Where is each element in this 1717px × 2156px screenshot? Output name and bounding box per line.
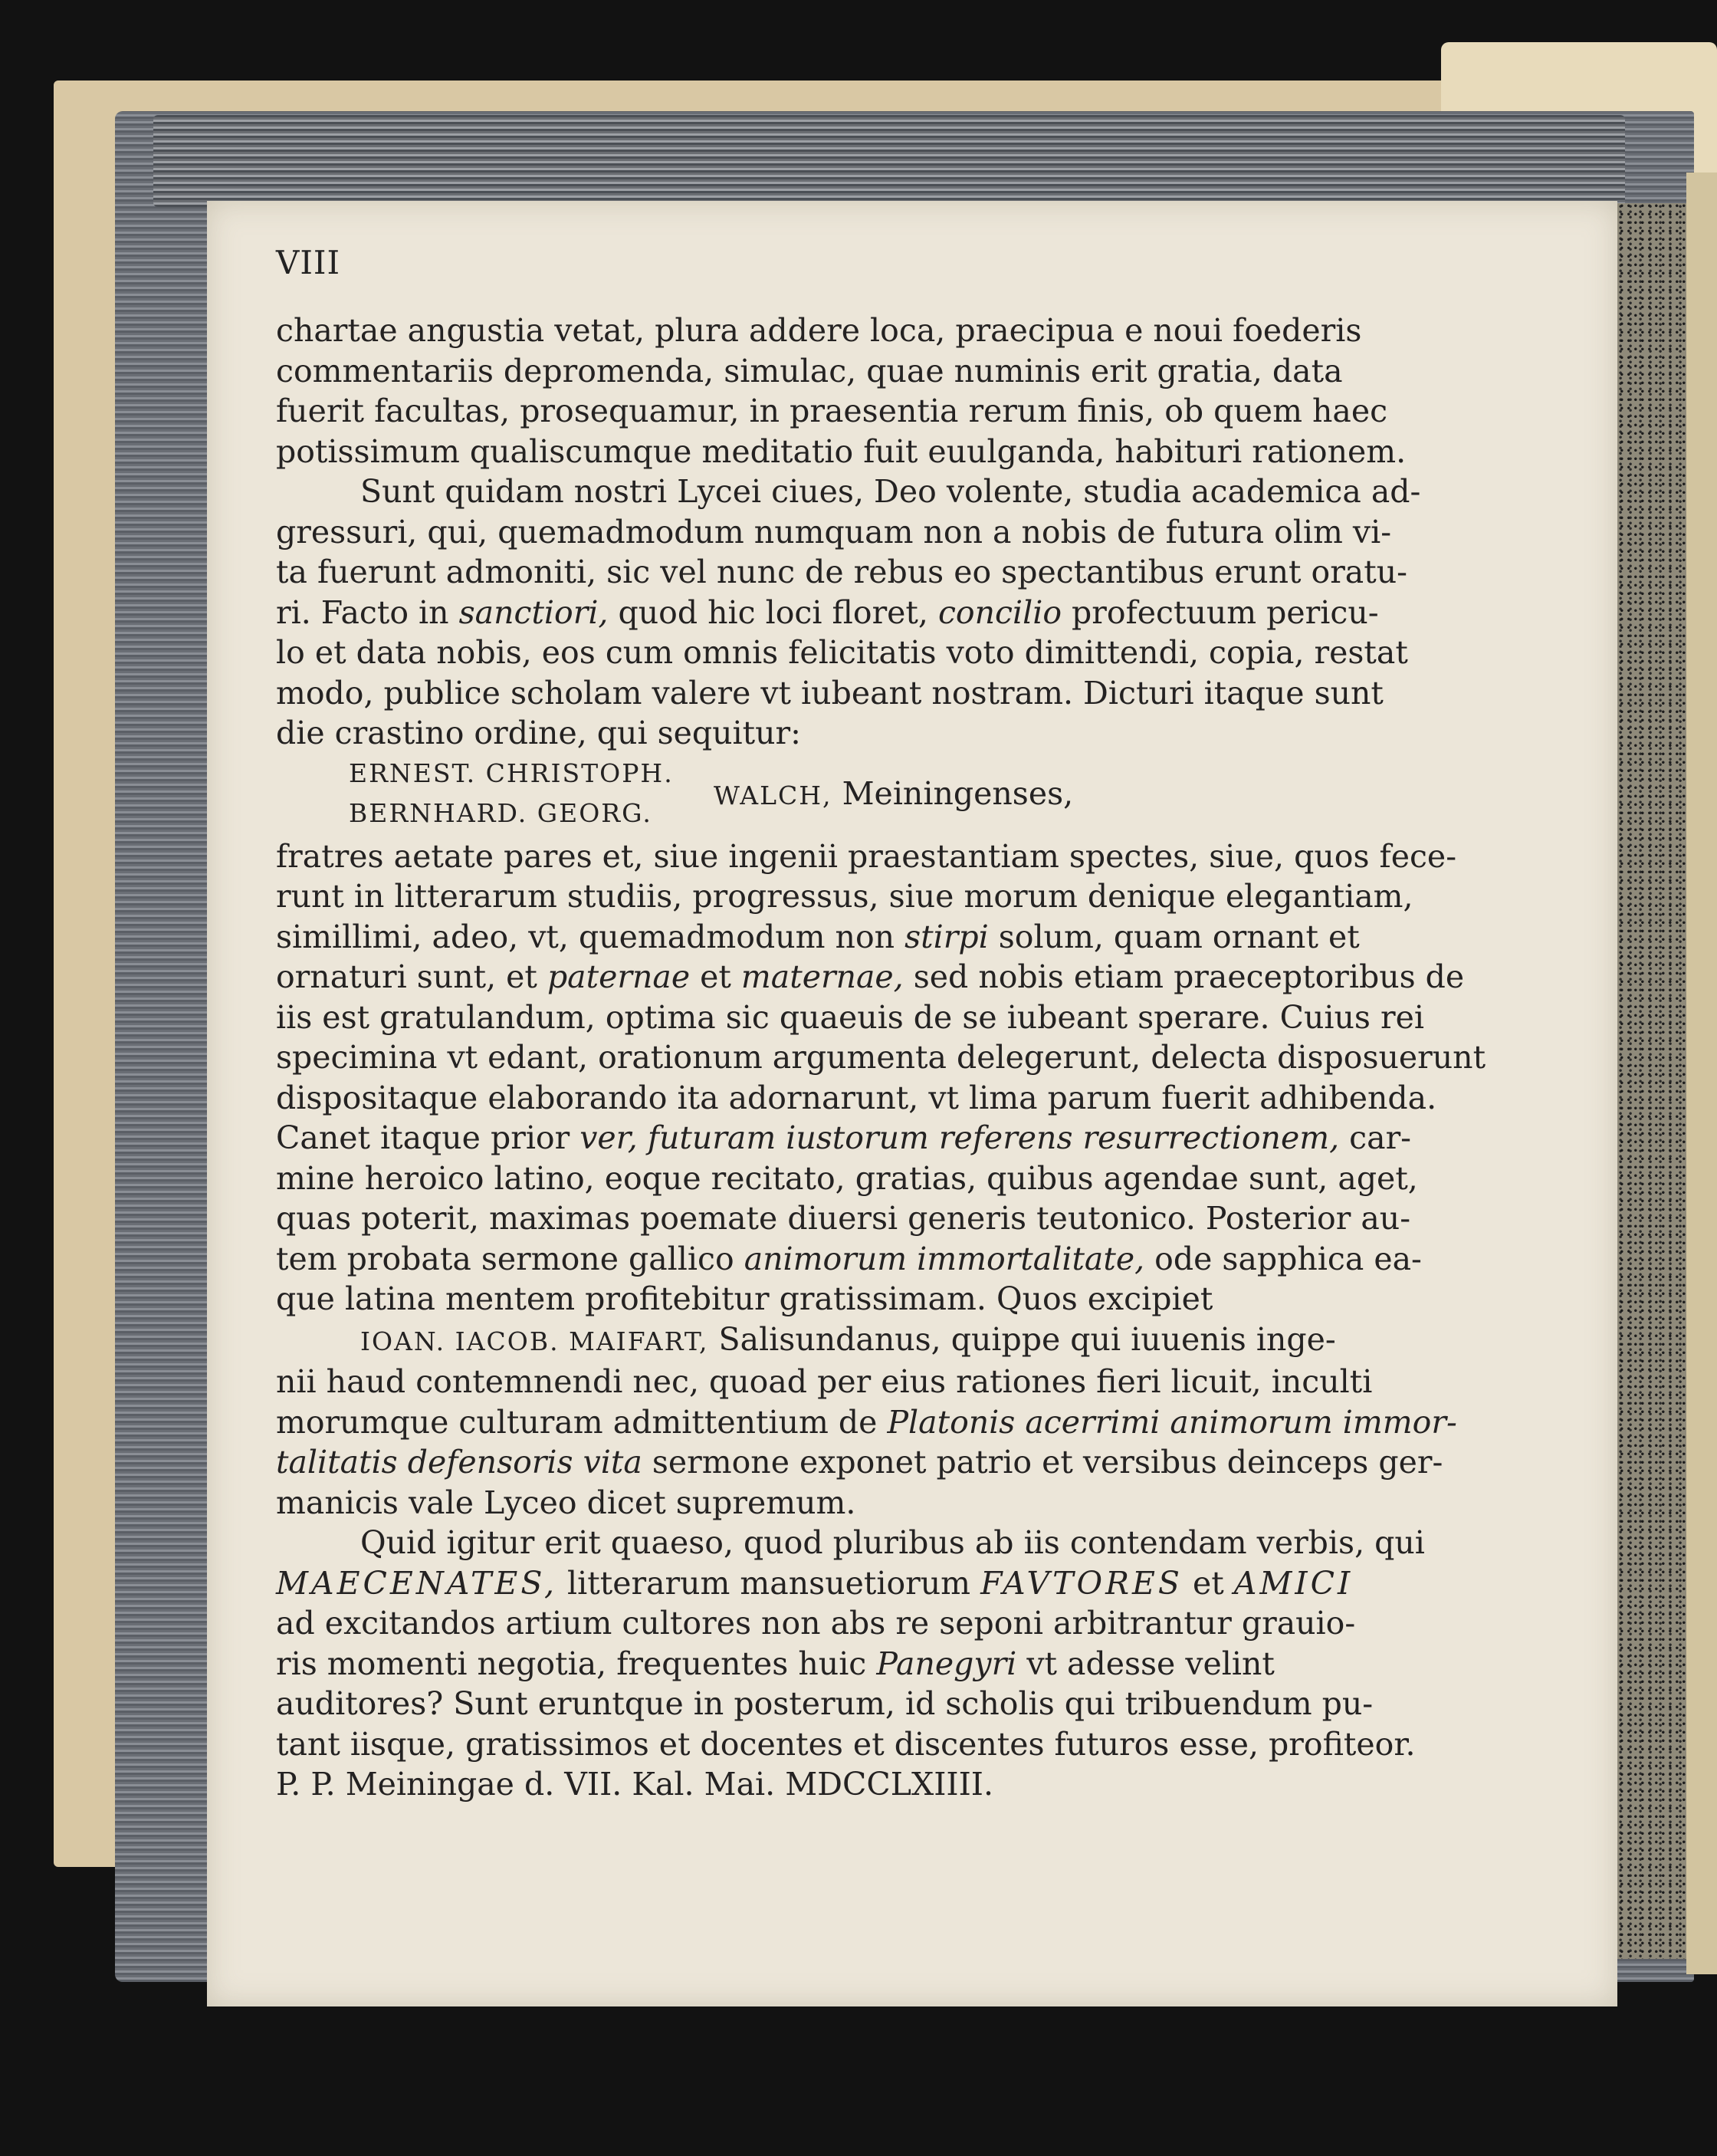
text-line: nii haud contemnendi nec, quoad per eius rationes fieri licuit, inculti xyxy=(276,1363,1373,1400)
paragraph-3 xyxy=(276,836,1486,1320)
text-line: mine heroico latino, eoque recitato, gratias, quibus agendae sunt, aget, xyxy=(276,1159,1418,1197)
text-run: tem probata sermone gallico xyxy=(276,1240,744,1277)
text-line: manicis vale Lyceo dicet supremum. xyxy=(276,1484,856,1521)
italic-run: Panegyri xyxy=(876,1645,1017,1682)
italic-run: ver, futuram iustorum referens resurrectionem, xyxy=(579,1119,1340,1156)
text-line: auditores? Sunt eruntque in posterum, id scholis qui tribuendum pu- xyxy=(276,1685,1374,1722)
text-line: Quid igitur erit quaeso, quod pluribus ab iis contendam verbis, qui xyxy=(360,1524,1425,1561)
origin: Meiningenses, xyxy=(832,774,1074,812)
paragraph-5 xyxy=(276,1523,1430,1805)
italic-run: talitatis defensoris vita xyxy=(276,1444,642,1481)
text-run: ris momenti negotia, frequentes huic xyxy=(276,1645,877,1682)
text-run: profectuum pericu- xyxy=(1062,593,1379,631)
text-line: modo, publice scholam valere vt iubeant nostram. Dicturi itaque sunt xyxy=(276,674,1384,712)
text-line: iis est gratulandum, optima sic quaeuis de se iubeant sperare. Cuius rei xyxy=(276,998,1424,1036)
page-number: VIII xyxy=(276,244,341,281)
surname-line xyxy=(714,774,1073,817)
text-line: die crastino ordine, qui sequitur: xyxy=(276,715,801,751)
text-line: chartae angustia vetat, plura addere loca, praecipua e noui foederis xyxy=(276,312,1362,349)
paragraph-2 xyxy=(276,472,1430,754)
text-line: runt in litterarum studiis, progressus, siue morum denique elegantiam, xyxy=(276,878,1413,915)
text-line: ta fuerunt admoniti, sic vel nunc de rebus eo spectantibus erunt oratu- xyxy=(276,554,1407,590)
text-line: tant iisque, gratissimos et docentes et discentes futuros esse, profiteor. xyxy=(276,1725,1416,1763)
date-line: P. P. Meiningae d. VII. Kal. Mai. MDCCLXIIII. xyxy=(276,1766,994,1803)
text-line xyxy=(276,1118,1430,1159)
italic-run: sanctiori, xyxy=(458,593,609,631)
paragraph-1 xyxy=(276,311,1430,472)
text-line: que latina mentem profitebitur gratissimam. Quos excipiet xyxy=(276,1280,1213,1317)
text-run: ode sapphica ea- xyxy=(1144,1240,1422,1277)
text-line xyxy=(276,1563,1430,1604)
text-run: quod hic loci floret, xyxy=(608,593,938,631)
text-line: commentariis depromenda, simulac, quae numinis erit gratia, data xyxy=(276,352,1343,389)
text-run: sermone exponet patrio et versibus deinceps ger- xyxy=(642,1444,1443,1481)
text-run: morumque culturam admittentium de xyxy=(276,1403,888,1441)
text-line xyxy=(276,957,1465,997)
text-line xyxy=(276,917,1430,958)
text-run: et xyxy=(690,958,741,995)
text-run: ornaturi sunt, et xyxy=(276,958,547,995)
italic-run: Platonis acerrimi animorum immor- xyxy=(887,1403,1457,1441)
text-line: Sunt quidam nostri Lycei ciues, Deo volente, studia academica ad- xyxy=(360,473,1421,510)
text-line: potissimum qualiscumque meditatio fuit euulganda, habituri rationem. xyxy=(276,432,1407,470)
italic-run: maternae, xyxy=(740,958,904,995)
facing-page-edge xyxy=(1686,173,1717,1974)
text-line: fuerit facultas, prosequamur, in praesentia rerum finis, ob quem haec xyxy=(276,393,1388,429)
text-line: gressuri, qui, quemadmodum numquam non a nobis de futura olim vi- xyxy=(276,513,1392,551)
text-run: solum, quam ornant et xyxy=(988,918,1360,955)
text-line xyxy=(276,1644,1430,1684)
italic-caps-run: AMICI xyxy=(1233,1564,1354,1602)
text-run: simillimi, adeo, vt, quemadmodum non xyxy=(276,918,905,955)
text-run: et xyxy=(1182,1564,1234,1602)
page-text xyxy=(276,311,1486,1805)
text-line: specimina vt edant, orationum argumenta delegerunt, delecta disposuerunt xyxy=(276,1039,1486,1076)
text-run: vt adesse velint xyxy=(1016,1645,1275,1682)
speaker-names-brothers xyxy=(349,754,1430,836)
text-run: car- xyxy=(1339,1119,1412,1156)
text-line xyxy=(276,593,1430,633)
top-page-edges xyxy=(153,115,1625,207)
text-line: quas poterit, maximas poemate diuersi generis teutonico. Posterior au- xyxy=(276,1200,1411,1237)
text-line xyxy=(276,1320,1430,1362)
text-run: Canet itaque prior xyxy=(276,1119,580,1156)
italic-run: animorum immortalitate, xyxy=(744,1240,1145,1277)
italic-run: paternae xyxy=(547,958,691,995)
speckled-fore-edge xyxy=(1614,203,1686,1959)
text-run: ri. Facto in xyxy=(276,593,459,631)
text-line: dispositaque elaborando ita adornarunt, vt lima parum fuerit adhibenda. xyxy=(276,1079,1437,1116)
text-run: sed nobis etiam praeceptoribus de xyxy=(903,958,1465,995)
italic-caps-run: FAVTORES xyxy=(980,1564,1183,1602)
surname: WALCH, xyxy=(714,780,832,810)
paragraph-4 xyxy=(276,1320,1457,1523)
text-line xyxy=(276,1239,1430,1280)
text-line xyxy=(276,1442,1443,1483)
speaker-name: BERNHARD. GEORG. xyxy=(349,797,652,828)
text-line: ad excitandos artium cultores non abs re seponi arbitrantur grauio- xyxy=(276,1605,1356,1642)
italic-run: concilio xyxy=(937,593,1062,631)
italic-caps-run: MAECENATES, xyxy=(276,1564,557,1602)
text-run: Salisundanus, quippe qui iuuenis inge- xyxy=(708,1320,1336,1358)
text-run: litterarum mansuetiorum xyxy=(557,1564,981,1602)
speaker-name: ERNEST. CHRISTOPH. xyxy=(349,758,674,788)
italic-run: stirpi xyxy=(904,918,989,955)
text-line: fratres aetate pares et, siue ingenii praestantiam spectes, siue, quos fece- xyxy=(276,837,1457,875)
text-line xyxy=(276,1402,1457,1443)
speaker-name: IOAN. IACOB. MAIFART, xyxy=(360,1326,709,1356)
text-line: lo et data nobis, eos cum omnis felicitatis voto dimittendi, copia, restat xyxy=(276,634,1408,671)
